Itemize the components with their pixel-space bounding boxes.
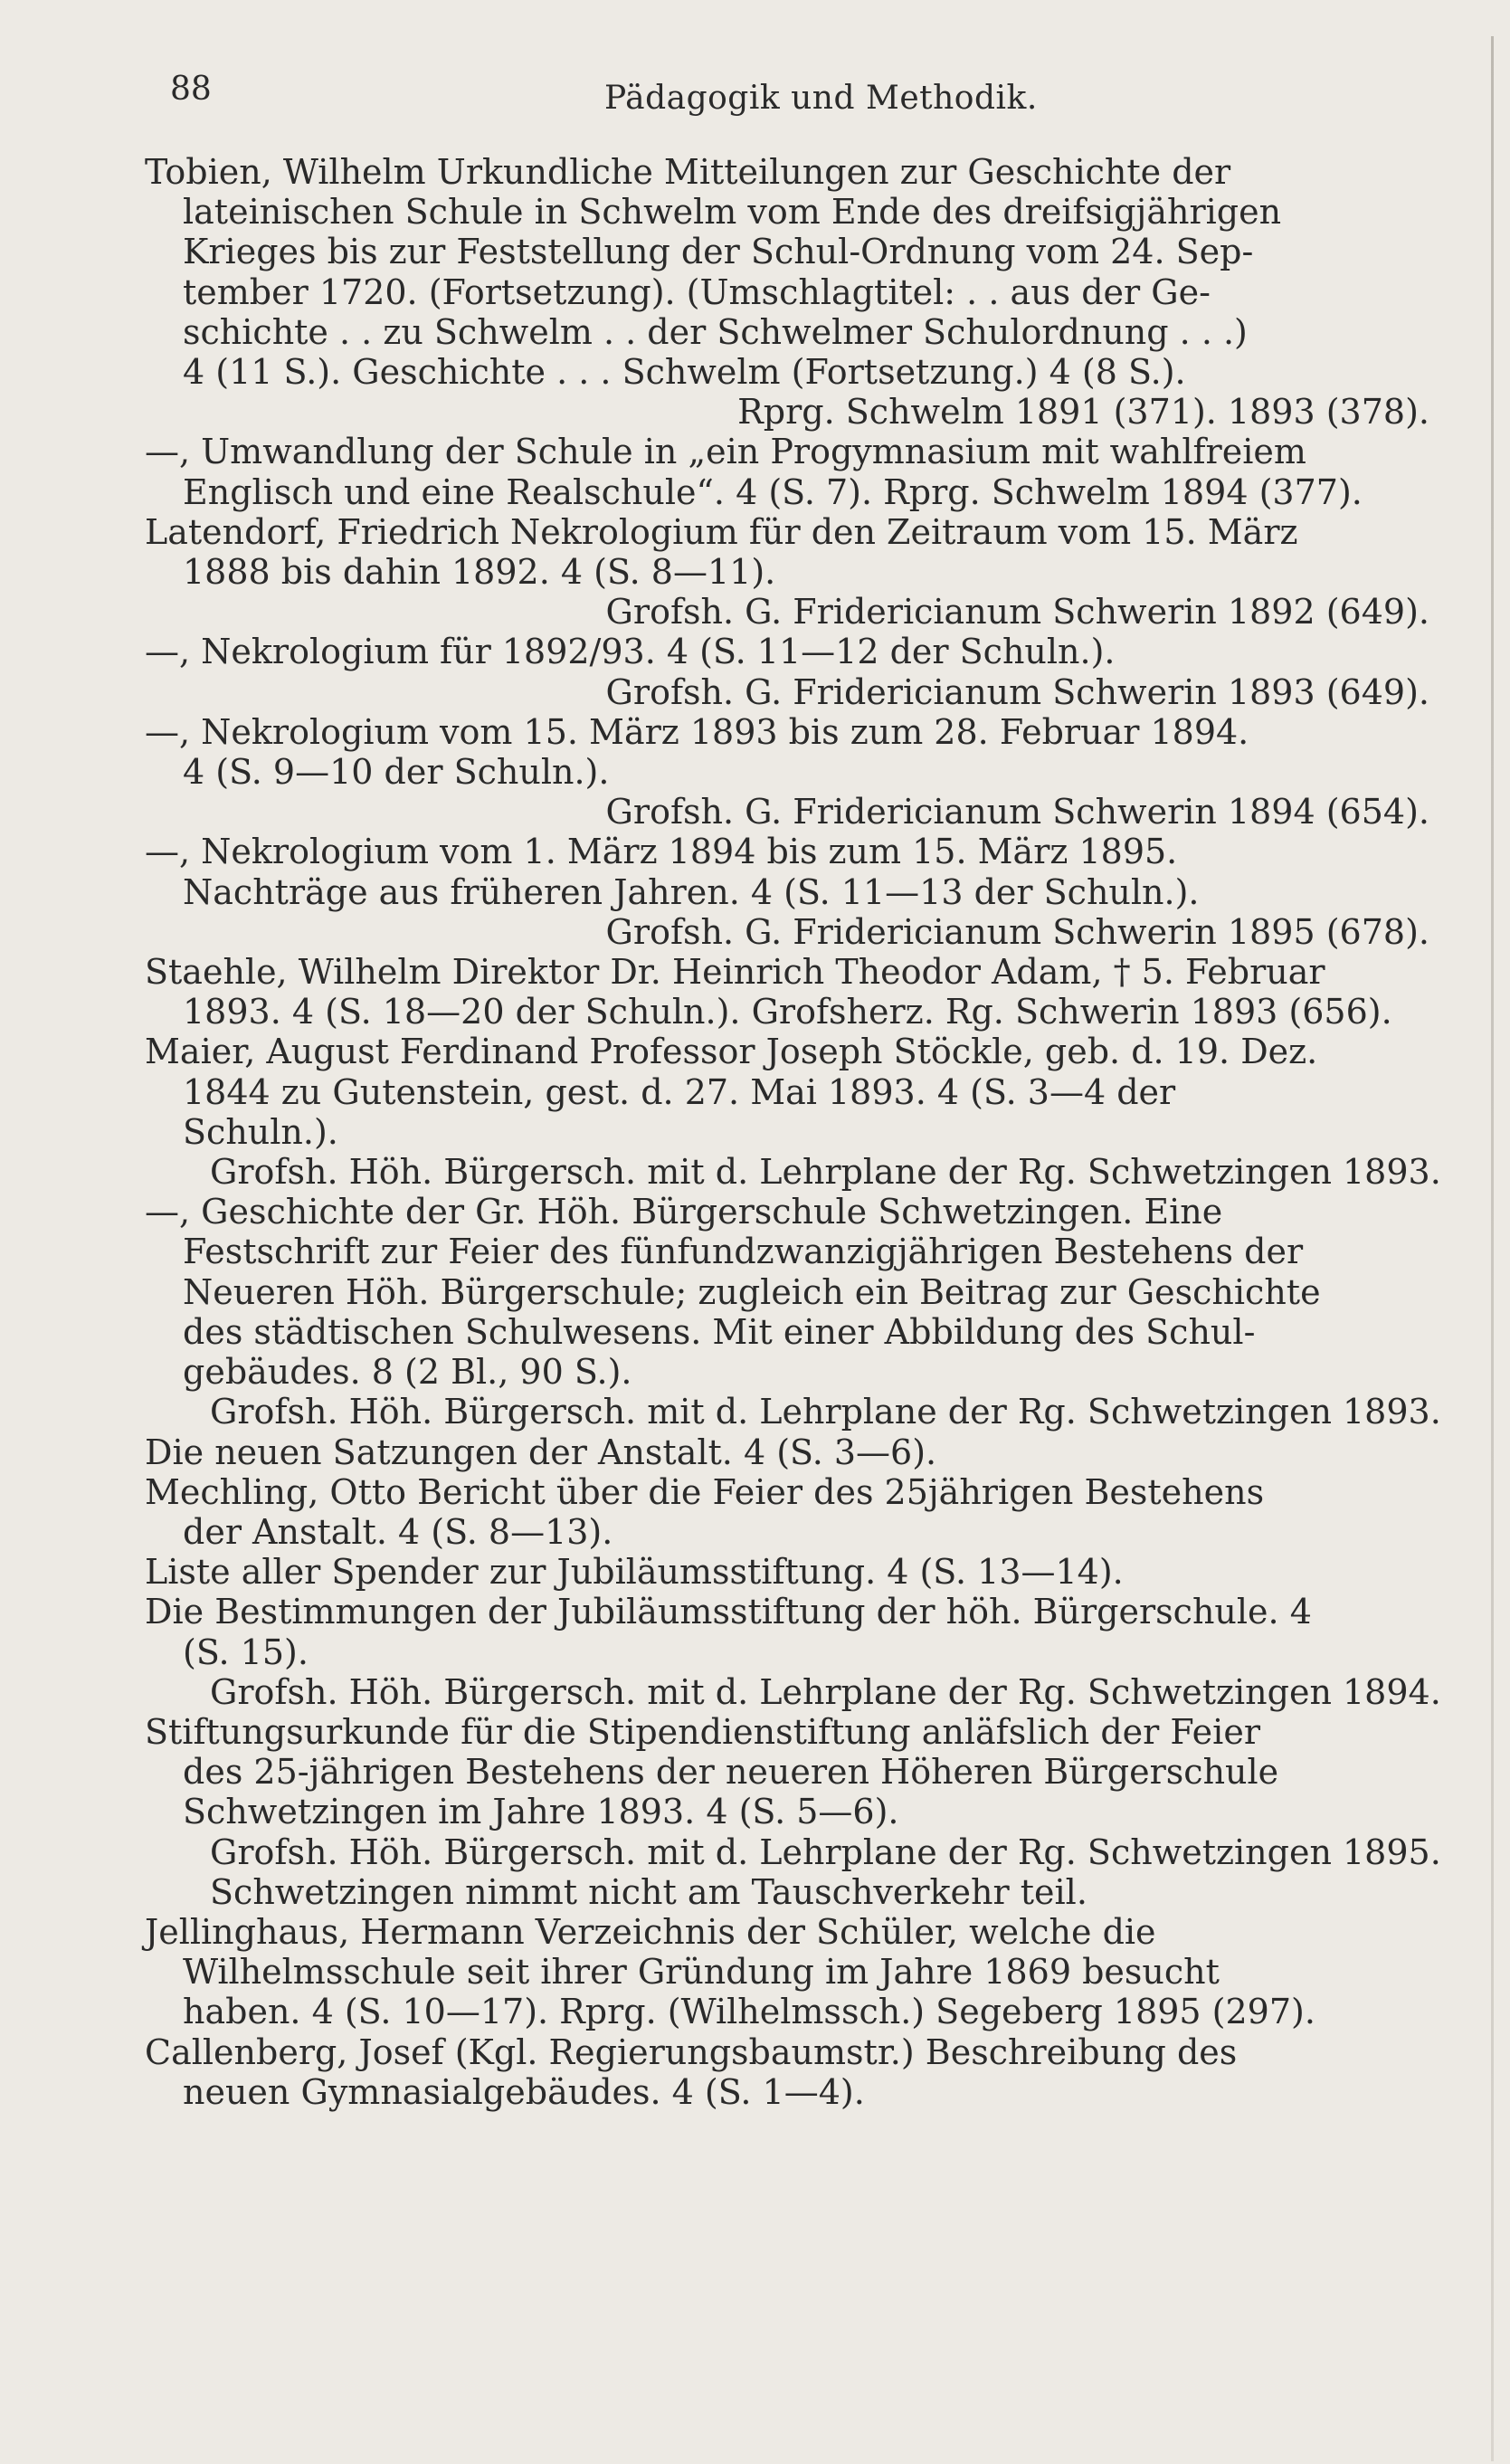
text-line: Krieges bis zur Feststellung der Schul-Ordnung vom 24. Sep- [183,232,1254,272]
text-line: gebäudes. 8 (2 Bl., 90 S.). [183,1352,632,1393]
text-line: Rprg. Schwelm 1891 (371). 1893 (378). [737,392,1429,433]
text-line: Grofsh. Höh. Bürgersch. mit d. Lehrplane der Rg. Schwetzingen 1895. [210,1831,1441,1872]
page-edge [1491,36,1494,2461]
text-line: Maier, August Ferdinand Professor Joseph Stöckle, geb. d. 19. Dez. [145,1032,1318,1072]
text-line: Grofsh. Höh. Bürgersch. mit d. Lehrplane der Rg. Schwetzingen 1893. [210,1152,1441,1193]
text-line: —, Umwandlung der Schule in „ein Progymnasium mit wahlfreiem [145,432,1306,472]
text-line: Wilhelmsschule seit ihrer Gründung im Jahre 1869 besucht [183,1952,1220,1993]
text-line: Jellinghaus, Hermann Verzeichnis der Schüler, welche die [145,1911,1156,1952]
text-line: neuen Gymnasialgebäudes. 4 (S. 1—4). [183,2071,865,2112]
text-line: schichte . . zu Schwelm . . der Schwelmer Schulordnung . . .) [183,311,1248,352]
text-line: Englisch und eine Realschule“. 4 (S. 7). Rprg. Schwelm 1894 (377). [183,471,1363,512]
text-line: Staehle, Wilhelm Direktor Dr. Heinrich Theodor Adam, † 5. Februar [145,952,1325,993]
text-line: haben. 4 (S. 10—17). Rprg. (Wilhelmssch.) Segeberg 1895 (297). [183,1992,1315,2032]
text-line: 1888 bis dahin 1892. 4 (S. 8—11). [183,552,776,593]
text-line: —, Nekrologium für 1892/93. 4 (S. 11—12 der Schuln.). [145,632,1116,672]
page-header [170,71,1383,125]
text-line: Mechling, Otto Bericht über die Feier des 25jährigen Bestehens [145,1471,1265,1512]
text-line: 4 (S. 9—10 der Schuln.). [183,752,610,793]
text-line: Grofsh. G. Fridericianum Schwerin 1894 (654). [605,792,1429,832]
text-line: Nachträge aus früheren Jahren. 4 (S. 11—13 der Schuln.). [183,871,1200,912]
text-line: 1893. 4 (S. 18—20 der Schuln.). Grofsherz. Rg. Schwerin 1893 (656). [183,992,1392,1032]
text-line: der Anstalt. 4 (S. 8—13). [183,1511,613,1552]
text-line: tember 1720. (Fortsetzung). (Umschlagtitel: . . aus der Ge- [183,271,1211,312]
text-line: Grofsh. Höh. Bürgersch. mit d. Lehrplane der Rg. Schwetzingen 1893. [210,1392,1441,1432]
text-line: Grofsh. Höh. Bürgersch. mit d. Lehrplane der Rg. Schwetzingen 1894. [210,1671,1441,1712]
bibliography-text [145,152,1441,2112]
text-line: Die Bestimmungen der Jubiläumsstiftung der höh. Bürgerschule. 4 [145,1592,1312,1632]
text-line: Schuln.). [183,1111,338,1152]
text-line: Tobien, Wilhelm Urkundliche Mitteilungen zur Geschichte der [145,152,1231,192]
text-line: Latendorf, Friedrich Nekrologium für den Zeitraum vom 15. März [145,511,1298,552]
text-line: Stiftungsurkunde für die Stipendienstiftung anläfslich der Feier [145,1711,1260,1752]
text-line: 4 (11 S.). Geschichte . . . Schwelm (Fortsetzung.) 4 (8 S.). [183,352,1186,393]
page-number: 88 [170,71,212,108]
text-line: Festschrift zur Feier des fünfundzwanzigjährigen Bestehens der [183,1232,1304,1272]
text-line: —, Nekrologium vom 15. März 1893 bis zum 28. Februar 1894. [145,711,1249,752]
text-line: (S. 15). [183,1632,309,1672]
text-line: —, Geschichte der Gr. Höh. Bürgerschule Schwetzingen. Eine [145,1192,1223,1232]
text-line: lateinischen Schule in Schwelm vom Ende des dreifsigjährigen [183,192,1282,233]
text-line: Die neuen Satzungen der Anstalt. 4 (S. 3—6). [145,1432,937,1472]
text-line: Grofsh. G. Fridericianum Schwerin 1895 (678). [605,911,1429,952]
text-line: Grofsh. G. Fridericianum Schwerin 1893 (649). [605,671,1429,712]
text-line: des 25-jährigen Bestehens der neueren Höheren Bürgerschule [183,1752,1279,1793]
text-line: Neueren Höh. Bürgerschule; zugleich ein Beitrag zur Geschichte [183,1271,1321,1312]
text-line: Schwetzingen im Jahre 1893. 4 (S. 5—6). [183,1792,899,1832]
text-line: Grofsh. G. Fridericianum Schwerin 1892 (649). [605,592,1429,633]
text-line: Liste aller Spender zur Jubiläumsstiftung. 4 (S. 13—14). [145,1552,1124,1593]
text-line: des städtischen Schulwesens. Mit einer Abbildung des Schul- [183,1311,1256,1352]
text-line: Callenberg, Josef (Kgl. Regierungsbaumstr.) Beschreibung des [145,2031,1238,2072]
running-title: Pädagogik und Methodik. [604,80,1038,117]
text-line: Schwetzingen nimmt nicht am Tauschverkehr teil. [210,1871,1087,1912]
text-line: 1844 zu Gutenstein, gest. d. 27. Mai 1893. 4 (S. 3—4 der [183,1071,1176,1112]
text-line: —, Nekrologium vom 1. März 1894 bis zum 15. März 1895. [145,832,1178,872]
